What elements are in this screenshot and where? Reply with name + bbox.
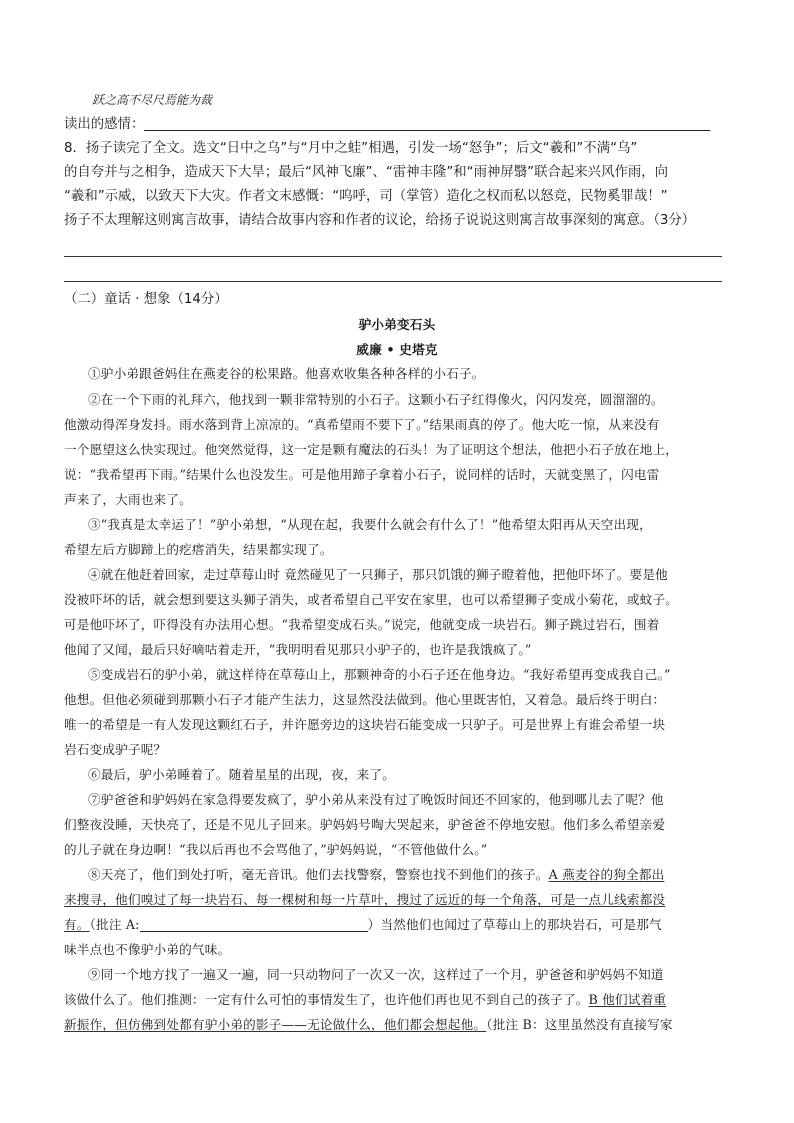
para-5-line-2: 他想。但他必须碰到那颗小石子才能产生法力，这显然没法做到。他心里既害怕，又着急。最后终于明白： (64, 692, 666, 707)
annotation-a-blank[interactable] (140, 917, 368, 932)
para-7-line-2: 们整夜没睡，天快亮了，还是不见儿子回来。驴妈妈号啕大哭起来，驴爸爸不停地安慰。他们多么希望亲爱 (64, 817, 666, 832)
para-5-line-4: 岩石变成驴子呢？ (64, 742, 167, 757)
para-8-line-2 (64, 891, 730, 909)
para-8-line-1-plain: ⑧天亮了，他们到处打听，毫无音讯。他们去找警察，警察也找不到他们的孩子。 (88, 867, 549, 882)
q8-line-3: “羲和”示威，以致天下大灾。作者文末感慨：“呜呼，司（掌管）造化之权而私以怒竞，民物奚罪哉！” (64, 189, 668, 204)
q8-answer-line-2[interactable] (64, 281, 722, 282)
underlined-sentence-a-start: A 燕麦谷的狗全都出 (548, 867, 665, 882)
annotation-a-open: （批注 A: (89, 917, 140, 932)
underlined-sentence-a-end: 有。 (64, 917, 90, 932)
para-2-line-2: 他激动得浑身发抖。雨水落到背上凉凉的。“真希望雨不要下了。”结果雨真的停了。他大吃一惊，从来没有 (64, 417, 660, 432)
para-5-line-1: ⑤变成岩石的驴小弟，就这样待在草莓山上，那颗神奇的小石子还在他身边。“我好希望再变成我自己。” (88, 667, 671, 682)
feeling-answer-blank[interactable] (144, 116, 710, 131)
underlined-sentence-b-start: B 他们试着重 (588, 992, 667, 1007)
para-4-line-1: ④就在他赶着回家，走过草莓山时 竟然碰见了一只狮子，那只饥饿的狮子瞪着他，把他吓坏了。要是他 (88, 567, 668, 582)
underlined-sentence-a-middle: 来搜寻，他们嗅过了每一块岩石、每一棵树和每一片草叶，搜过了远近的每一个角落，可是一点儿线索都没 (64, 892, 666, 907)
para-9-line-2 (64, 991, 730, 1009)
q8-line-4: 扬子不太理解这则寓言故事，请结合故事内容和作者的议论，给扬子说说这则寓言故事深刻的寓意。（3分） (64, 213, 696, 228)
para-8-line-3 (64, 916, 730, 934)
para-5-line-3: 唯一的希望是一有人发现这颗红石子，并许愿旁边的这块岩石能变成一只驴子。可是世界上有谁会希望一块 (64, 717, 666, 732)
annotation-b-text: （批注 B：这里虽然没有直接写家 (486, 1017, 673, 1032)
para-3-line-1: ③“我真是太幸运了！”驴小弟想，“从现在起，我要什么就会有什么了！”他希望太阳再从天空出现， (88, 517, 652, 532)
para-2-line-1: ②在一个下雨的礼拜六，他找到一颗非常特别的小石子。这颗小石子红得像火，闪闪发亮，圆溜溜的。 (88, 392, 664, 407)
para-7-line-3: 的儿子就在身边啊！“我以后再也不会骂他了，”驴妈妈说，“不管他做什么。” (64, 842, 488, 857)
para-9-line-2-plain: 该做什么了。他们推测：一定有什么可怕的事情发生了，也许他们再也见不到自己的孩子了。 (64, 992, 589, 1007)
feeling-label: 读出的感情： (64, 117, 145, 132)
para-7-line-1: ⑦驴爸爸和驴妈妈在家急得要发疯了，驴小弟从来没有过了晚饭时间还不回家的，他到哪儿去了呢？他 (88, 792, 664, 807)
para-3-line-2: 希望左后方脚蹄上的疙瘩消失，结果都实现了。 (64, 542, 333, 557)
para-9-line-3 (64, 1016, 730, 1034)
underlined-sentence-b-end: 新振作，但仿佛到处都有驴小弟的影子——无论做什么，他们都会想起他。 (64, 1017, 487, 1032)
story-title: 驴小弟变石头 (358, 317, 436, 332)
q8-answer-line-1[interactable] (64, 256, 722, 257)
para-2-line-4: 说：“我希望再下雨。”结果什么也没发生。可是他用蹄子拿着小石子，说同样的话时，天就变黑了，闪电雷 (64, 467, 660, 482)
annotation-a-close: ）当然他们也闻过了草莓山上的那块岩石，可是那气 (367, 917, 662, 932)
para-4-line-4: 他闻了又闻，最后只好嘀咕着走开，“我明明看见那只小驴子的，也许是我饿疯了。” (64, 642, 532, 657)
para-9-line-1: ⑨同一个地方找了一遍又一遍，同一只动物问了一次又一次，这样过了一个月，驴爸爸和驴妈妈不知道 (88, 967, 664, 982)
para-8-line-1 (88, 866, 754, 884)
q8-line-1: 8．扬子读完了全文。选文“日中之乌”与“月中之蛙”相遇，引发一场“怒争”；后文“羲和”不满“乌” (64, 141, 638, 156)
poem-tail-text: 跃之高不尽尺焉能为裁 (92, 93, 213, 107)
section2-heading: （二）童话 · 想象（14分） (64, 292, 228, 307)
q8-line-2: 的自夸并与之相争，造成天下大旱；最后“风神飞廉”、“雷神丰隆”和“雨神屏翳”联合起来兴风作雨，向 (64, 165, 669, 180)
feeling-row (64, 116, 730, 134)
para-8-line-4: 味半点也不像驴小弟的气味。 (64, 942, 231, 957)
para-2-line-3: 一个愿望这么快实现过。他突然觉得，这一定是颗有魔法的石头！为了证明这个想法，他把小石子放在地上， (64, 442, 679, 457)
para-6: ⑥最后，驴小弟睡着了。随着星星的出现，夜，来了。 (88, 767, 396, 782)
story-author: 威廉 • 史塔克 (356, 342, 438, 357)
para-1: ①驴小弟跟爸妈住在燕麦谷的松果路。他喜欢收集各种各样的小石子。 (88, 366, 485, 381)
para-2-line-5: 声来了，大雨也来了。 (64, 492, 192, 507)
para-4-line-2: 没被吓坏的话，就会想到要这头狮子消失，或者希望自己平安在家里，也可以希望狮子变成小菊花，或蚊子。 (64, 592, 679, 607)
para-4-line-3: 可是他吓坏了，吓得没有办法用心想。“我希望变成石头。”说完，他就变成一块岩石。狮子跳过岩石，围着 (64, 617, 660, 632)
